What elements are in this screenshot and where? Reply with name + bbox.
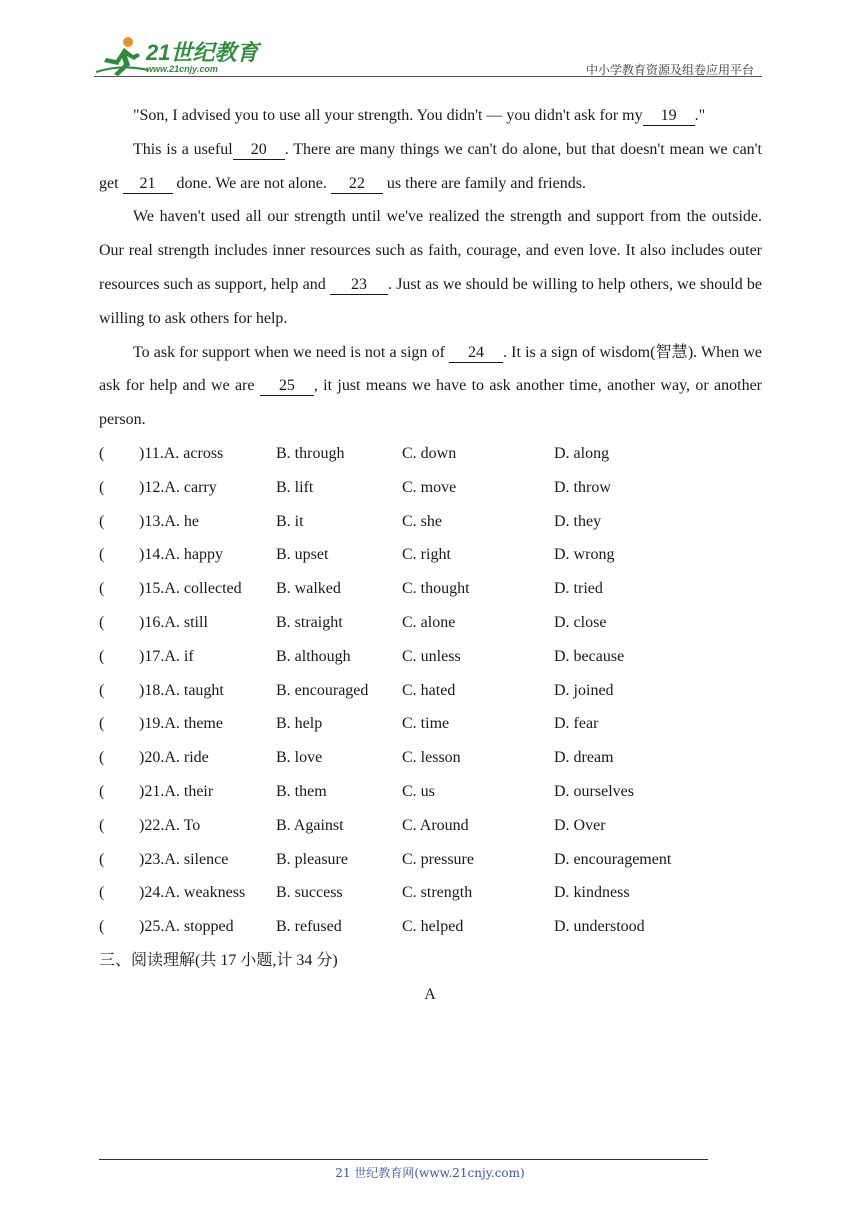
option-d: D. along	[554, 445, 610, 462]
option-b: B. love	[276, 749, 323, 767]
option-b: B. through	[276, 445, 345, 462]
answer-paren: (	[99, 681, 105, 699]
answer-paren: (	[99, 850, 105, 868]
paragraph-text: ."	[694, 107, 706, 124]
option-b: B. straight	[276, 613, 343, 631]
paragraph-text: . There are many things we can't do alone, but that doesn't mean we can't get	[99, 140, 762, 192]
paragraph-text: done. We are not alone.	[172, 174, 331, 192]
question-row	[99, 876, 762, 910]
option-a: )23.A. silence	[139, 850, 229, 868]
blank-21: 21	[123, 175, 173, 194]
option-c: C. time	[402, 715, 450, 733]
option-d: D. kindness	[554, 884, 630, 902]
answer-paren: (	[99, 715, 105, 733]
option-b: B. encouraged	[276, 681, 369, 699]
option-a: )20.A. ride	[139, 749, 209, 767]
option-c: C. us	[402, 782, 435, 800]
answer-paren: (	[99, 749, 105, 767]
question-row	[99, 707, 762, 741]
option-c: C. helped	[402, 918, 464, 936]
logo-text: 21世纪教育	[146, 40, 259, 65]
option-d: D. fear	[554, 715, 599, 733]
option-d: D. dream	[554, 749, 614, 767]
footer-divider	[99, 1159, 708, 1160]
question-row	[99, 572, 762, 606]
answer-paren: (	[99, 647, 105, 665]
option-d: D. ourselves	[554, 782, 634, 800]
question-row	[99, 437, 762, 471]
option-a: )17.A. if	[139, 647, 194, 665]
option-c: C. Around	[402, 816, 469, 834]
answer-paren: (	[99, 816, 105, 834]
option-c: C. alone	[402, 613, 456, 631]
option-c: C. hated	[402, 681, 456, 699]
blank-25: 25	[260, 377, 314, 396]
option-b: B. success	[276, 884, 343, 902]
footer-text: 21 世纪教育网(www.21cnjy.com)	[335, 1166, 525, 1180]
question-row	[99, 741, 762, 775]
option-c: C. lesson	[402, 749, 461, 767]
question-row	[99, 606, 762, 640]
option-b: B. it	[276, 512, 304, 530]
page-header	[94, 34, 762, 80]
paragraph-text: . Just as we should be willing to help others, we should be willing to ask others for help.	[99, 275, 763, 327]
option-a: )13.A. he	[139, 512, 199, 530]
blank-20: 20	[233, 141, 285, 160]
option-a: )22.A. To	[139, 816, 201, 834]
passage-letter: A	[424, 986, 436, 1003]
question-row	[99, 775, 762, 809]
answer-paren: (	[99, 546, 105, 564]
option-a: )11.A. across	[139, 445, 224, 462]
paragraph-text: , it just means we have to ask another time, another way, or another person.	[99, 377, 762, 429]
paragraph-text: We haven't used all our strength until we've realized the strength and support from the outside. Our real strength includes inner resources such as faith, courage, and even love. It also includes outer resources such as support, help and	[99, 208, 762, 293]
option-b: B. although	[276, 647, 351, 665]
passage-paragraph-2	[99, 133, 762, 201]
paragraph-text: . It is a sign of wisdom(智慧). When we ask for help and we are	[99, 343, 762, 395]
option-d: D. because	[554, 647, 625, 665]
option-b: B. walked	[276, 580, 341, 598]
option-b: B. refused	[276, 918, 342, 936]
option-d: D. they	[554, 512, 602, 530]
question-row	[99, 809, 762, 843]
option-b: B. lift	[276, 478, 314, 496]
section-title: 三、阅读理解(共 17 小题,计 34 分)	[99, 952, 338, 969]
option-b: B. them	[276, 782, 327, 800]
answer-paren: (	[99, 478, 105, 496]
option-d: D. throw	[554, 478, 611, 496]
blank-23: 23	[330, 276, 388, 295]
option-d: D. Over	[554, 816, 606, 834]
passage	[99, 99, 762, 437]
option-a: )19.A. theme	[139, 715, 223, 733]
passage-paragraph-3	[99, 200, 762, 335]
logo-url: www.21cnjy.com	[146, 64, 218, 74]
option-b: B. pleasure	[276, 850, 348, 868]
question-row	[99, 538, 762, 572]
paragraph-text: "Son, I advised you to use all your strength. You didn't — you didn't ask for my	[133, 107, 643, 124]
passage-paragraph-1	[99, 99, 762, 133]
option-d: D. joined	[554, 681, 614, 699]
logo	[94, 34, 264, 78]
option-b: B. Against	[276, 816, 344, 834]
option-c: C. she	[402, 512, 442, 530]
running-man-icon	[94, 34, 150, 78]
blank-22: 22	[331, 175, 383, 194]
option-d: D. understood	[554, 918, 645, 936]
header-divider	[94, 76, 762, 77]
option-c: C. move	[402, 478, 457, 496]
option-d: D. encouragement	[554, 850, 672, 868]
answer-paren: (	[99, 918, 105, 936]
paragraph-text: us there are family and friends.	[382, 174, 586, 192]
option-d: D. wrong	[554, 546, 615, 564]
option-c: C. right	[402, 546, 451, 564]
option-b: B. upset	[276, 546, 329, 564]
option-c: C. pressure	[402, 850, 474, 868]
question-row	[99, 843, 762, 877]
option-a: )21.A. their	[139, 782, 214, 800]
blank-19: 19	[643, 107, 695, 126]
option-a: )14.A. happy	[139, 546, 223, 564]
question-row	[99, 471, 762, 505]
paragraph-text: To ask for support when we need is not a sign of	[133, 343, 450, 361]
option-a: )24.A. weakness	[139, 884, 246, 902]
option-a: )16.A. still	[139, 613, 208, 631]
option-c: C. thought	[402, 580, 470, 598]
option-a: )18.A. taught	[139, 681, 224, 699]
answer-paren: (	[99, 782, 105, 800]
blank-24: 24	[449, 344, 503, 363]
option-d: D. close	[554, 613, 607, 631]
passage-paragraph-4	[99, 336, 762, 437]
option-d: D. tried	[554, 580, 603, 598]
answer-paren: (	[99, 884, 105, 902]
answer-paren: (	[99, 580, 105, 598]
option-c: C. down	[402, 445, 457, 462]
question-row	[99, 505, 762, 539]
question-row	[99, 910, 762, 944]
question-options-list	[99, 437, 762, 944]
header-tagline: 中小学教育资源及组卷应用平台	[585, 63, 754, 77]
answer-paren: (	[99, 445, 105, 462]
option-a: )15.A. collected	[139, 580, 242, 598]
answer-paren: (	[99, 512, 105, 530]
option-a: )25.A. stopped	[139, 918, 234, 936]
question-row	[99, 674, 762, 708]
question-row	[99, 640, 762, 674]
paragraph-text: This is a useful	[133, 140, 233, 158]
option-c: C. strength	[402, 884, 473, 902]
option-b: B. help	[276, 715, 323, 733]
option-a: )12.A. carry	[139, 478, 217, 496]
answer-paren: (	[99, 613, 105, 631]
option-c: C. unless	[402, 647, 461, 665]
